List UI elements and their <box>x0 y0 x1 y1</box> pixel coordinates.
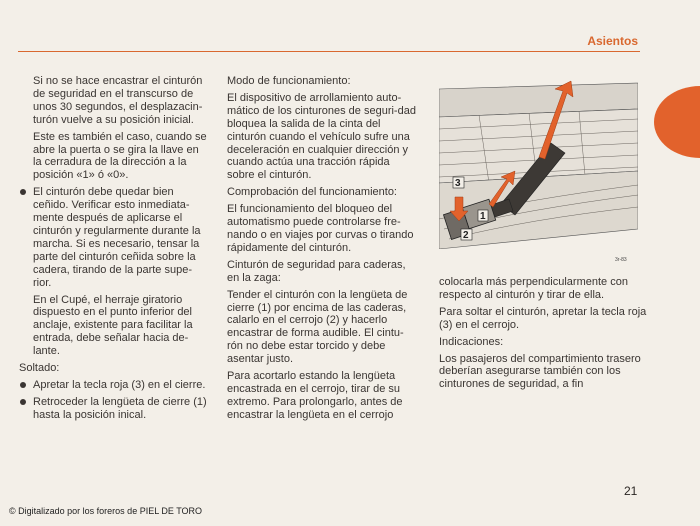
callout-2: 2 <box>463 230 469 241</box>
paragraph: Indicaciones: <box>439 335 504 348</box>
paragraph: En el Cupé, el herraje giratorio dispuesto en el punto inferior del anclaje, existente para facilitar la entrada, debe señalar hacia de-lante. <box>33 293 193 358</box>
paragraph: Para acortarlo estando la lengüeta encastrada en el cerrojo, tirar de su extremo. Para prolongarlo, antes de encastrar la lengüeta en el cerrojo <box>227 370 403 421</box>
header-rule <box>18 51 640 52</box>
paragraph: Comprobación del funcionamiento: <box>227 186 397 199</box>
paragraph: Cinturón de seguridad para caderas, en la zaga: <box>227 258 406 284</box>
section-tab-marker <box>654 86 700 158</box>
paragraph: Modo de funcionamiento: <box>227 75 351 87</box>
paragraph: colocarla más perpendicularmente con respecto al cinturón y tirar de ella. <box>439 276 628 301</box>
bullet-item: El cinturón debe quedar bien ceñido. Verificar esto inmediata-mente después de aplicarse el cinturón y regularmente durante la marcha. Si es necesario, tensar la parte del cinturón ceñida sobre la cadera, tirando de la parte supe-rior. <box>19 186 209 289</box>
bullet-item: Apretar la tecla roja (3) en el cierre. <box>19 379 209 392</box>
paragraph: Soltado: <box>19 362 60 375</box>
illustration-code: 3r-83 <box>615 257 627 263</box>
paragraph: Para soltar el cinturón, apretar la tecla roja (3) en el cerrojo. <box>439 305 647 331</box>
paragraph: Este es también el caso, cuando se abre la puerta o se gira la llave en la cerradura de la dirección a la posición «1» ó «0». <box>33 130 207 182</box>
paragraph: Los pasajeros del compartimiento trasero deberían asegurarse también con los cinturones de seguridad, a fin <box>439 352 641 391</box>
text-column-3 <box>439 276 649 395</box>
paragraph: El dispositivo de arrollamiento auto-mático de los cinturones de seguri-dad bloquea la salida de la cinta del cinturón cuando el vehículo sufre una deceleración en cualquier dirección y cuando actúa una tracción rápida sobre el cinturón. <box>227 91 416 182</box>
section-title: Asientos <box>587 34 638 48</box>
text-column-1 <box>19 75 209 426</box>
paragraph: Tender el cinturón con la lengüeta de cierre (1) por encima de las caderas, calarlo en el cerrojo (2) y hacerlo encastrar de forma audible. El cintu-rón no debe estar torcido y debe asentar justo. <box>227 288 408 366</box>
paragraph: Si no se hace encastrar el cinturón de seguridad en el transcurso de unos 30 segundos, el desplazacin-turón vuelve a su posición inicial. <box>33 75 203 126</box>
callout-1: 1 <box>480 211 486 222</box>
paragraph: El funcionamiento del bloqueo del automatismo puede controlarse fre-nando o en viajes por curvas o tirando rápidamente del cinturón. <box>227 203 414 254</box>
seatbelt-illustration <box>439 79 638 272</box>
footer-credit: © Digitalizado por los foreros de PIEL DE TORO <box>9 506 203 516</box>
page-number: 21 <box>624 484 638 498</box>
text-column-2 <box>227 75 417 426</box>
callout-3: 3 <box>455 178 461 189</box>
bullet-item: Retroceder la lengüeta de cierre (1) hasta la posición inical. <box>19 396 209 422</box>
